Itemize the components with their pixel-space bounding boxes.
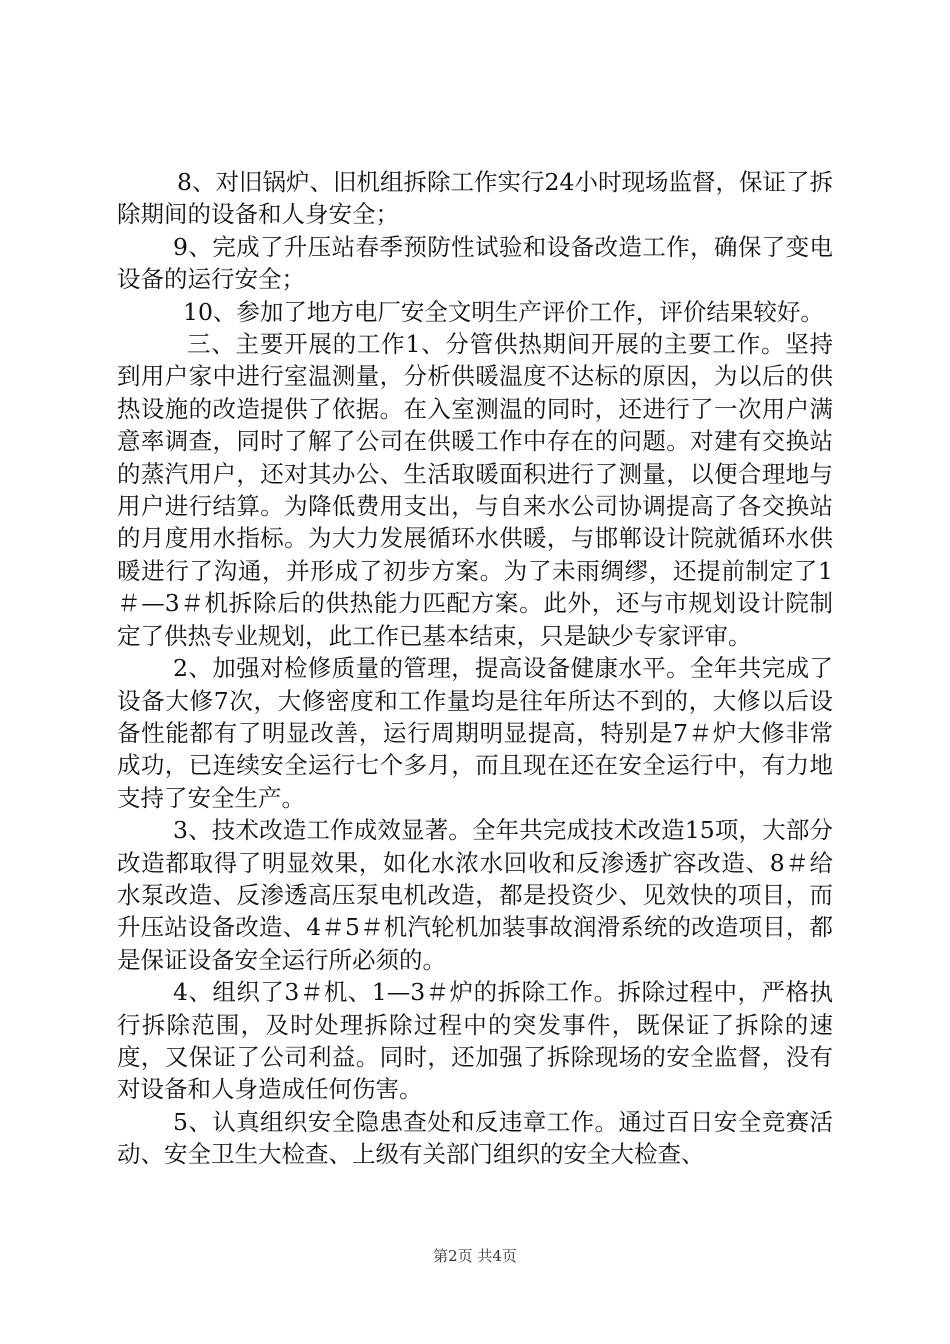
paragraph-item-10: 10、参加了地方电厂安全文明生产评价工作，评价结果较好。: [183, 297, 824, 326]
paragraph-item-9: 9、完成了升压站春季预防性试验和设备改造工作，确保了变电设备的运行安全；: [117, 232, 833, 294]
paragraph-section-three: 三、主要开展的工作1、分管供热期间开展的主要工作。坚持到用户家中进行室温测量，分析供暖温度不达标的原因，为以后的供热设施的改造提供了依据。在入室测温的同时，还进行了一次用户满意率调查，同时了解了公司在供暖工作中存在的问题。对建有交换站的蒸汽用户，还对其办公、生活取暖面积进行了测量，以便合理地与用户进行结算。为降低费用支出，与自来水公司协调提高了各交换站的月度用水指标。为大力发展循环水供暖，与邯郸设计院就循环水供暖进行了沟通，并形成了初步方案。为了未雨绸缪，还提前制定了1＃—3＃机拆除后的供热能力匹配方案。此外，还与市规划设计院制定了供热专业规划，此工作已基本结束，只是缺少专家评审。: [117, 330, 833, 650]
paragraph-work-2: 2、加强对检修质量的管理，提高设备健康水平。全年共完成了设备大修7次，大修密度和工作量均是往年所达不到的，大修以后设备性能都有了明显改善，运行周期明显提高，特别是7＃炉大修非常成功，已连续安全运行七个多月，而且现在还在安全运行中，有力地支持了安全生产。: [117, 654, 833, 812]
paragraph-work-3: 3、技术改造工作成效显著。全年共完成技术改造15项，大部分改造都取得了明显效果，如化水浓水回收和反渗透扩容改造、8＃给水泵改造、反渗透高压泵电机改造，都是投资少、见效快的项目，而升压站设备改造、4＃5＃机汽轮机加装事故润滑系统的改造项目，都是保证设备安全运行所必须的。: [117, 816, 833, 974]
paragraph-work-5: 5、认真组织安全隐患查处和反违章工作。通过百日安全竞赛活动、安全卫生大检查、上级有关部门组织的安全大检查、: [117, 1107, 833, 1169]
page-footer: 第2页 共4页: [433, 1247, 517, 1265]
paragraph-work-4: 4、组织了3＃机、1—3＃炉的拆除工作。拆除过程中，严格执行拆除范围，及时处理拆除过程中的突发事件，既保证了拆除的速度，又保证了公司利益。同时，还加强了拆除现场的安全监督，没有对设备和人身造成任何伤害。: [117, 978, 833, 1104]
paragraph-item-8: 8、对旧锅炉、旧机组拆除工作实行24小时现场监督，保证了拆除期间的设备和人身安全；: [117, 168, 833, 229]
document-body: [117, 166, 833, 1171]
